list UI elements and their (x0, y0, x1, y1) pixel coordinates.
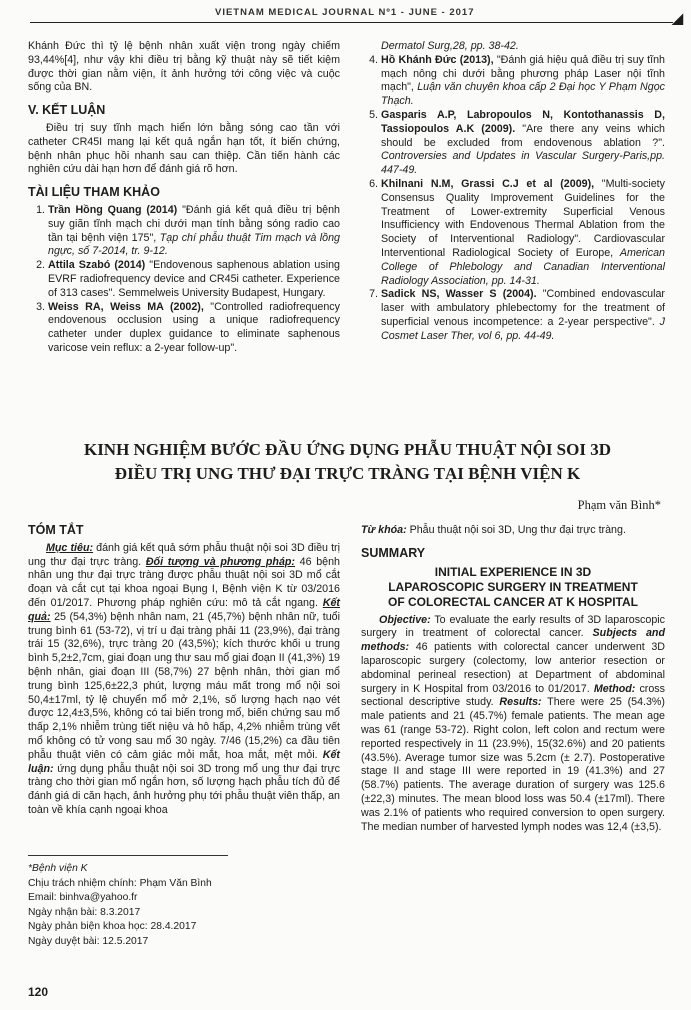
footnote-reviewed: Ngày phản biện khoa học: 28.4.2017 (28, 921, 197, 933)
footnote-email: Email: binhva@yahoo.fr (28, 892, 138, 904)
summary-en-column (361, 524, 665, 834)
footnote-received: Ngày nhận bài: 8.3.2017 (28, 906, 141, 918)
reference-item: 3. Weiss RA, Weiss MA (2002), "Controlled radiofrequency endovenous occlusion using a unique radiofrequency catheter under duplex guidance to eliminate saphenous varicose vein reflux: a 2-year follow-up". (48, 301, 340, 356)
summary-vi-heading: TÓM TẮT (28, 523, 84, 537)
references-continued (361, 40, 665, 54)
top-right-column (361, 40, 665, 344)
summary-vi-column (28, 524, 340, 818)
references-heading: TÀI LIỆU THAM KHẢO (28, 185, 160, 200)
conclusion-paragraph: Điều trị suy tĩnh mạch hiển lớn bằng sóng cao tần với catheter CR45I mang lại kết quả ngắn hạn tốt, ít biến chứng, bệnh nhân phục hồi nhanh sau can thiệp. Cần tiến hành các nghiên cứu dài hạn hơn để đánh giá rõ hơn. (28, 121, 340, 176)
references-list-right (361, 54, 665, 344)
intro-paragraph: Khánh Đức thì tỷ lệ bệnh nhân xuất viện trong ngày chiếm 93,44%[4], như vậy khi điều trị bằng kỹ thuật này sẽ tiết kiệm được thời gian nằm viện, ít ảnh hưởng tới công việc và cuộc sống của BN. (28, 40, 340, 94)
reference-item: 4. Hồ Khánh Đức (2013), "Đánh giá hiệu quả điều trị suy tĩnh mạch nông chi dưới bằng phương pháp Laser nội tĩnh mạch", Luận văn chuyên khoa cấp 2 Đại học Y Phạm Ngọc Thạch. (381, 54, 665, 109)
reference-item: 6. Khilnani N.M, Grassi C.J et al (2009), "Multi-society Consensus Quality Improvement Guidelines for the Treatment of Lower-extremity Superficial Venous Insufficiency with Endovenous Thermal Ablation from the Society of Interventional Radiology". Cardiovascular Interventional Radiological Society of Europe, American College of Phlebology and Canadian Interventional Radiology Association, pp. 14-31. (381, 178, 665, 288)
reference-item: 5. Gasparis A.P, Labropoulos N, Kontothanassis D, Tassiopoulos A.K (2009). "Are there any veins which should be excluded from endovenous ablation ?". Controversies and Updates in Vascular Surgery-Paris,pp. 447-49. (381, 109, 665, 178)
article-title-line1: KINH NGHIỆM BƯỚC ĐẦU ỨNG DỤNG PHẪU THUẬT NỘI SOI 3D (83, 440, 612, 459)
article-title-line2: ĐIỀU TRỊ UNG THƯ ĐẠI TRỰC TRÀNG TẠI BỆNH VIỆN K (114, 464, 581, 483)
journal-header: VIETNAM MEDICAL JOURNAL Nº1 - JUNE - 2017 (215, 7, 475, 18)
summary-vi-text-cont: Từ khóa: Phẫu thuật nội soi 3D, Ung thư đại trực tràng. (361, 524, 626, 536)
reference-item: 2. Attila Szabó (2014) "Endovenous saphenous ablation using EVRF radiofrequency device and CR45i catheter. Experience of 313 cases". Semmelweis University Budapest, Hungary. (48, 259, 340, 300)
article-title (30, 438, 665, 486)
footnote-accepted: Ngày duyệt bài: 12.5.2017 (28, 935, 149, 947)
footnote-affiliation: *Bệnh viện K (28, 863, 88, 874)
article-author: Phạm văn Bình* (577, 498, 661, 512)
header-rule (30, 22, 673, 23)
summary-en-heading: SUMMARY (361, 545, 426, 560)
summary-vi-text: Mục tiêu: đánh giá kết quả sớm phẫu thuật nội soi 3D điều trị ung thư đại trực tràng. Đối tượng và phương pháp: 46 bệnh nhân ung thư đại trực tràng được phẫu thuật nội soi 3D mổ cắt đoạn và cắt cụt tại khoa ngoại Bụng I, Bệnh viện K từ 03/2016 đến 01/2017. Phương pháp nghiên cứu: mô tả cắt ngang. Kết quả: 25 (54,3%) bệnh nhân nam, 21 (45,7%) bệnh nhân nữ, tuổi trung bình 61 (53-72), vị trí u đại tràng phải 11 (23,9%), đại tràng trái 15 (32,6%), trực tràng 20 (43,5%); kích thước khối u trung bình 5,2±2,7cm, giai đoạn ung thư sau mổ giai đoạn II (41,3%) 19 bệnh nhân, giai đoạn III (58,7%) 27 bệnh nhân, thời gian mổ trung bình 125,6±22,3 phút, lượng máu mất trong mổ nội soi 50,4±17ml, tỷ lệ chuyển mổ mở 2,1%, số lượng hạch nạo vét được 12,4±3,5%, không có tai biến trong mổ, biến chứng sau mổ thấp 2,1% nhiễm trùng tiết niệu và hô hấp, 4,2% nhiễm trùng vết mổ không có tử vong sau mổ 30 ngày. 7/46 (15,2%) ca đầu tiên phẫu thuật viên có cảm giác mỏi mắt, hoa mắt, mệt mỏi. Kết luận: ứng dụng phẫu thuật nội soi 3D trong mổ ung thư đại trực tràng cho thời gian mổ ngắn hơn, số lượng hạch phẫu tích đủ để đánh giá di căn hạch, ảnh hưởng phụ tới phẫu thuật viên thấp, an toàn về khía cạnh ngoại khoa (28, 541, 340, 816)
reference-item: 1. Trần Hồng Quang (2014) "Đánh giá kết quả điều trị bệnh suy giãn tĩnh mạch chi dưới mạn tính bằng sóng radio cao tần tại bệnh viện 175", Tạp chí phẫu thuật Tim mạch và lồng ngực, số 7-2014, tr. 9-12. (48, 204, 340, 259)
reference-item: 7. Sadick NS, Wasser S (2004). "Combined endovascular laser with ambulatory phlebectomy for the treatment of superficial venous incompetence: a 2-year perspective". J Cosmet Laser Ther, vol 6, pp. 44-49. (381, 288, 665, 343)
footnote (28, 862, 340, 950)
summary-en-text: Objective: To evaluate the early results of 3D laparoscopic surgery in treatment of colorectal cancer. Subjects and methods: 46 patients with colorectal cancer underwent 3D laparoscopic surgery (colectomy, low anterior resection or abdominal perineal resection) at Department of abdominal surgery in K Hospital from 03/2016 to 01/2017. Method: cross sectional descriptive study. Results: There were 25 (54.3%) male patients and 21 (45.7%) female patients. The mean age was 61 (range 53-72). Right colon, left colon and rectum were reported respectively in 11 (23.9%), 15(32.6%) and 20 patients (43.5%). Average tumor size was 5.2cm (± 2.7). Postoperative stage II and stage III were reported in 19 (41.3%) and 27 (58.7%) patients. The average duration of surgery was 125.6 (±22,3) minutes. The mean blood loss was 50.4 (±17ml). There was 2.1% of patients who required conversion to open surgery. The median number of harvested lymph nodes was 12,4 (±3,5). (361, 613, 665, 833)
reference-item-cont: Dermatol Surg,28, pp. 38-42. (381, 40, 519, 52)
corner-mark-icon: ◢ (672, 10, 683, 26)
footnote-rule (28, 855, 228, 856)
conclusion-heading: V. KẾT LUẬN (28, 103, 106, 118)
top-left-column (28, 40, 340, 356)
page-number: 120 (28, 985, 49, 999)
references-list-left (28, 204, 340, 356)
footnote-responsible: Chịu trách nhiệm chính: Phạm Văn Bình (28, 877, 212, 889)
summary-en-title: INITIAL EXPERIENCE IN 3D LAPAROSCOPIC SURGERY IN TREATMENT OF COLORECTAL CANCER AT K HOSPITAL (388, 564, 638, 609)
